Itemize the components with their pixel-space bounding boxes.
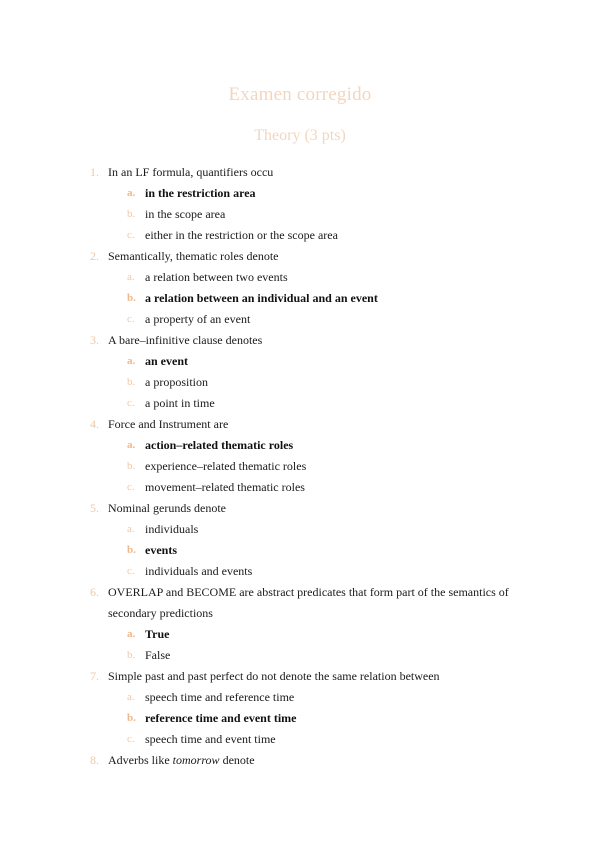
answer-option xyxy=(0,309,600,330)
question-item xyxy=(0,498,600,582)
answer-option xyxy=(0,708,600,729)
question-item xyxy=(0,414,600,498)
question-item xyxy=(0,582,600,666)
option-text: a proposition xyxy=(145,375,208,389)
option-letter: b. xyxy=(127,649,136,661)
question-number: 2. xyxy=(90,249,99,263)
question-text: Simple past and past perfect do not denote the same relation between xyxy=(108,669,440,683)
option-text-correct: reference time and event time xyxy=(145,711,297,725)
option-letter: b. xyxy=(127,712,136,724)
answer-option xyxy=(0,729,600,750)
option-text: in the scope area xyxy=(145,207,226,221)
answer-option xyxy=(0,456,600,477)
option-letter: b. xyxy=(127,544,136,556)
question-text: Semantically, thematic roles denote xyxy=(108,249,279,263)
option-text-correct: action–related thematic roles xyxy=(145,438,294,452)
option-letter: a. xyxy=(127,691,135,703)
option-letter: c. xyxy=(127,481,135,493)
question-text-emphasis: tomorrow xyxy=(172,753,220,767)
question-stem xyxy=(0,666,600,687)
question-text: A bare–infinitive clause denotes xyxy=(108,333,263,347)
question-text: In an LF formula, quantifiers occu xyxy=(108,165,274,179)
question-number: 6. xyxy=(90,585,99,599)
question-text xyxy=(108,750,255,771)
question-item xyxy=(0,246,600,330)
option-text: movement–related thematic roles xyxy=(145,480,305,494)
option-text: individuals xyxy=(145,522,199,536)
answer-option xyxy=(0,288,600,309)
option-letter: a. xyxy=(127,523,135,535)
question-item xyxy=(0,162,600,246)
question-stem xyxy=(0,414,600,435)
answer-option xyxy=(0,225,600,246)
option-text: speech time and event time xyxy=(145,732,276,746)
answer-option xyxy=(0,267,600,288)
question-text: Force and Instrument are xyxy=(108,417,229,431)
option-text-correct: events xyxy=(145,543,177,557)
option-letter: a. xyxy=(127,271,135,283)
question-number: 3. xyxy=(90,333,99,347)
option-text: a relation between two events xyxy=(145,270,288,284)
question-stem xyxy=(0,750,600,771)
question-number: 1. xyxy=(90,165,99,179)
question-text-before: Adverbs like xyxy=(108,753,173,767)
question-list xyxy=(0,162,600,771)
option-text: individuals and events xyxy=(145,564,253,578)
option-letter: a. xyxy=(127,628,136,640)
question-stem xyxy=(0,246,600,267)
option-text: False xyxy=(145,648,171,662)
option-letter: b. xyxy=(127,292,136,304)
answer-option xyxy=(0,372,600,393)
answer-option xyxy=(0,393,600,414)
option-text: speech time and reference time xyxy=(145,690,295,704)
answer-option xyxy=(0,435,600,456)
answer-option xyxy=(0,561,600,582)
option-text-correct: a relation between an individual and an event xyxy=(145,291,378,305)
option-letter: a. xyxy=(127,355,136,367)
option-text-correct: True xyxy=(145,627,170,641)
question-number: 5. xyxy=(90,501,99,515)
option-text: a point in time xyxy=(145,396,215,410)
question-item xyxy=(0,666,600,750)
question-text-after: denote xyxy=(219,753,255,767)
option-letter: c. xyxy=(127,229,135,241)
question-stem xyxy=(0,582,518,624)
question-number: 4. xyxy=(90,417,99,431)
option-text-correct: in the restriction area xyxy=(145,186,256,200)
question-number: 8. xyxy=(90,753,99,767)
answer-option xyxy=(0,687,600,708)
question-stem xyxy=(0,498,600,519)
option-letter: b. xyxy=(127,208,136,220)
answer-option xyxy=(0,477,600,498)
question-text: OVERLAP and BECOME are abstract predicates that form part of the semantics of secondary predictions xyxy=(108,585,509,620)
option-text: either in the restriction or the scope area xyxy=(145,228,338,242)
option-text-correct: an event xyxy=(145,354,188,368)
question-item xyxy=(0,750,600,771)
answer-option xyxy=(0,645,600,666)
question-text: Nominal gerunds denote xyxy=(108,501,226,515)
answer-option xyxy=(0,540,600,561)
answer-option xyxy=(0,183,600,204)
option-letter: c. xyxy=(127,733,135,745)
answer-option xyxy=(0,519,600,540)
option-letter: b. xyxy=(127,376,136,388)
option-letter: c. xyxy=(127,397,135,409)
option-letter: c. xyxy=(127,565,135,577)
page-title: Examen corregido xyxy=(228,84,372,105)
question-stem xyxy=(0,330,600,351)
question-stem xyxy=(0,162,600,183)
section-subtitle: Theory (3 pts) xyxy=(254,127,346,144)
option-text: experience–related thematic roles xyxy=(145,459,307,473)
answer-option xyxy=(0,351,600,372)
option-letter: a. xyxy=(127,187,136,199)
answer-option xyxy=(0,624,600,645)
option-letter: b. xyxy=(127,460,136,472)
option-letter: c. xyxy=(127,313,135,325)
option-text: a property of an event xyxy=(145,312,251,326)
answer-option xyxy=(0,204,600,225)
question-item xyxy=(0,330,600,414)
question-number: 7. xyxy=(90,669,99,683)
option-letter: a. xyxy=(127,439,136,451)
